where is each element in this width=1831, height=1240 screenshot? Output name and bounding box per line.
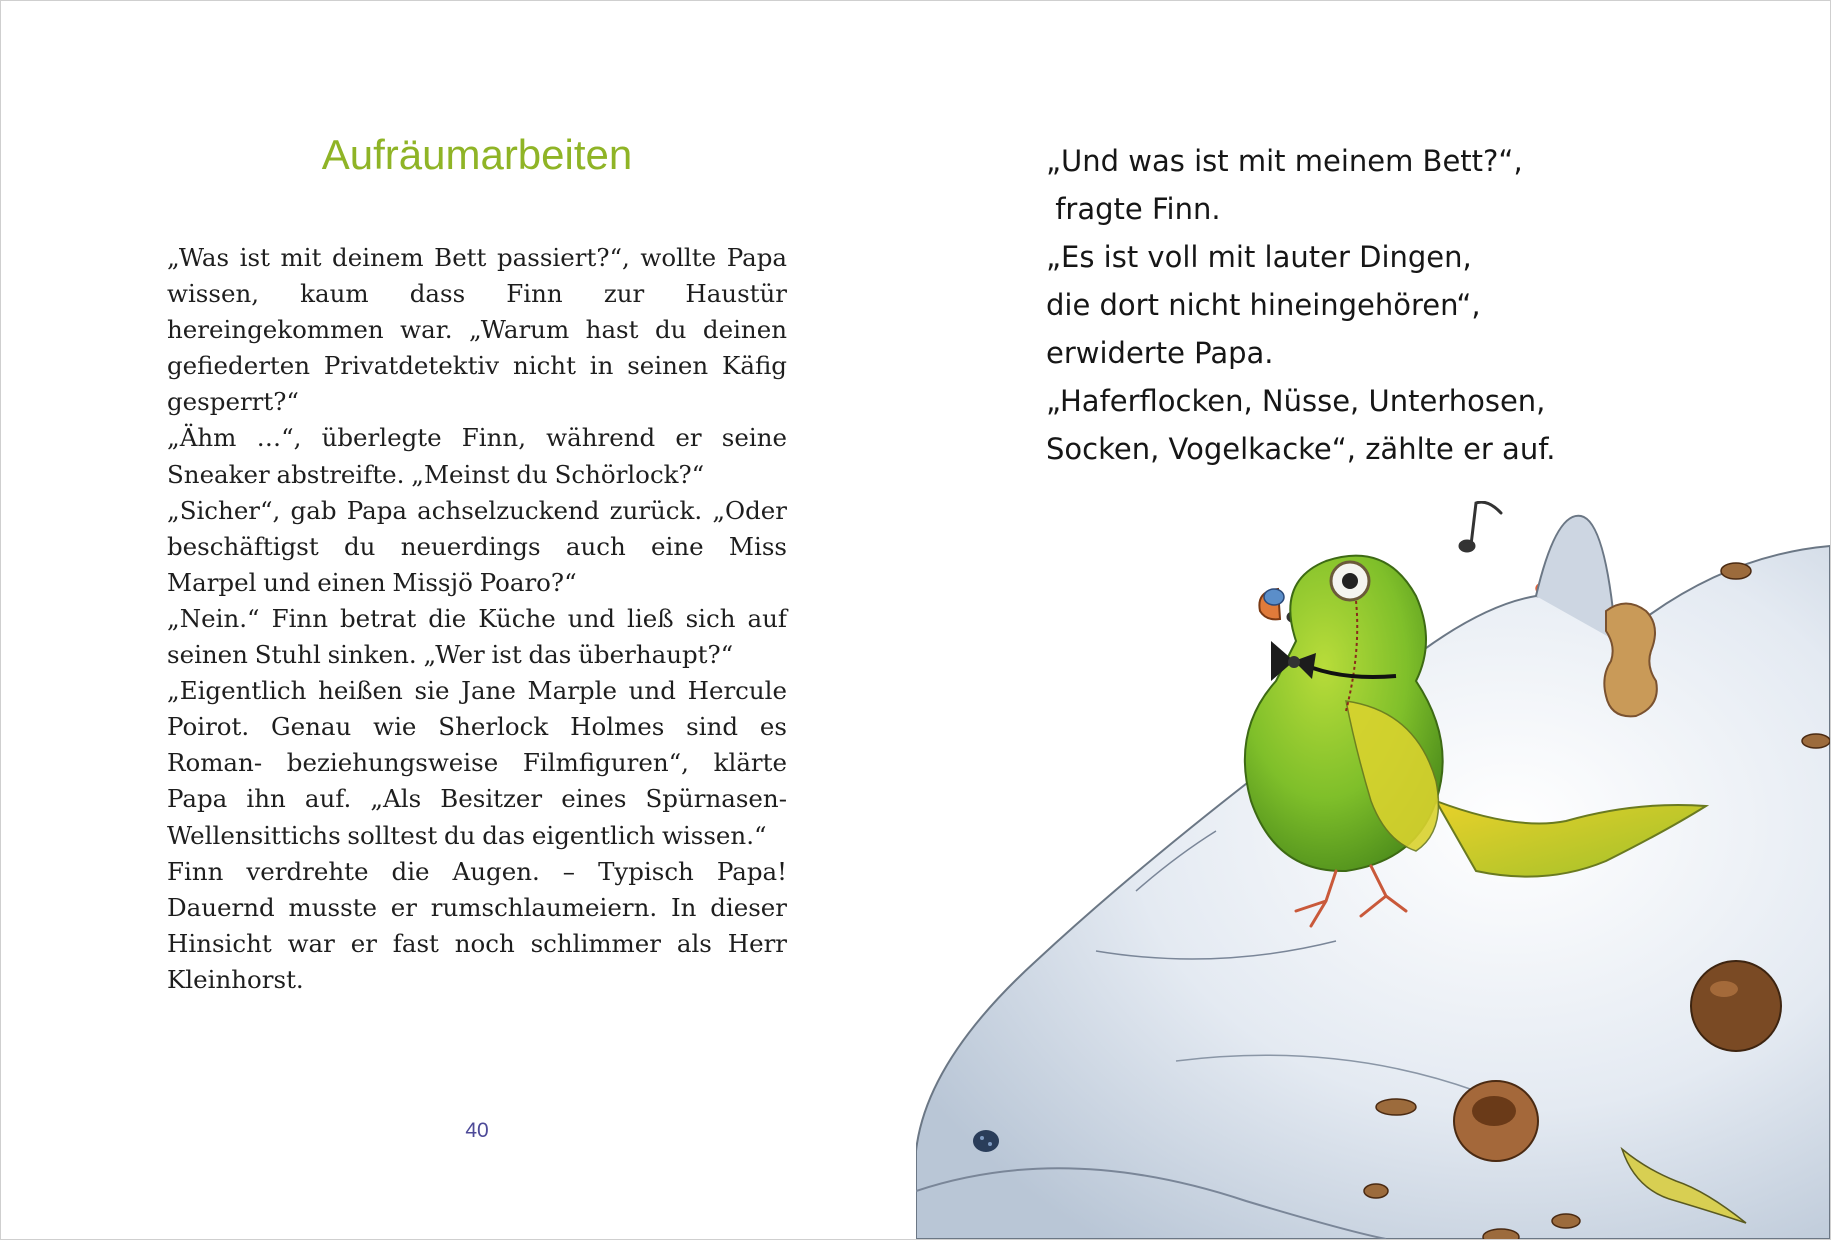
- text-line: Socken, Vogelkacke“, zählte er auf.: [1046, 432, 1556, 466]
- paragraph: „Was ist mit deinem Bett passiert?“, wollte Papa wissen, kaum dass Finn zur Haustür hereingekommen war. „Warum hast du deinen gefiederten Privatdetektiv nicht in seinen Käfig gesperrt?“: [167, 243, 787, 417]
- parakeet-illustration: [916, 501, 1830, 1239]
- text-line: „Und was ist mit meinem Bett?“,: [1046, 144, 1523, 178]
- music-note-icon: [1460, 502, 1501, 551]
- hazelnut: [1691, 961, 1781, 1051]
- easy-read-text: [1046, 137, 1746, 473]
- text-line: erwiderte Papa.: [1046, 336, 1274, 370]
- paragraph: „Nein.“ Finn betrat die Küche und ließ sich auf seinen Stuhl sinken. „Wer ist das überhaupt?“: [167, 603, 787, 670]
- hazelnut: [1454, 1081, 1538, 1161]
- paragraph: „Sicher“, gab Papa achselzuckend zurück. „Oder beschäftigst du neuerdings auch eine Miss Marpel und einen Missjö Poaro?“: [167, 495, 787, 597]
- paragraph: „Ähm …“, überlegte Finn, während er seine Sneaker abstreifte. „Meinst du Schörlock?“: [167, 423, 787, 489]
- paragraph: „Eigentlich heißen sie Jane Marple und Hercule Poirot. Genau wie Sherlock Holmes sind es Roman- beziehungsweise Filmfiguren“, klärte Papa ihn auf. „Als Besitzer eines Spürnasen-Wellensittichs solltest du das eigentlich wissen.“: [167, 676, 787, 850]
- chapter-title: Aufräumarbeiten: [321, 131, 633, 178]
- chapter-body-text: [167, 240, 787, 998]
- peanut: [1604, 604, 1657, 717]
- text-line: „Haferflocken, Nüsse, Unterhosen,: [1046, 384, 1546, 418]
- left-page: [1, 1, 916, 1239]
- text-line: die dort nicht hineingehören“,: [1046, 288, 1481, 322]
- text-line: fragte Finn.: [1046, 192, 1221, 226]
- right-page: [916, 1, 1830, 1239]
- page-number: 40: [465, 1119, 489, 1142]
- text-line: „Es ist voll mit lauter Dingen,: [1046, 240, 1472, 274]
- paragraph: Finn verdrehte die Augen. – Typisch Papa! Dauernd musste er rumschlaumeiern. In dieser Hinsicht war er fast noch schlimmer als Herr Kleinhorst.: [167, 856, 787, 994]
